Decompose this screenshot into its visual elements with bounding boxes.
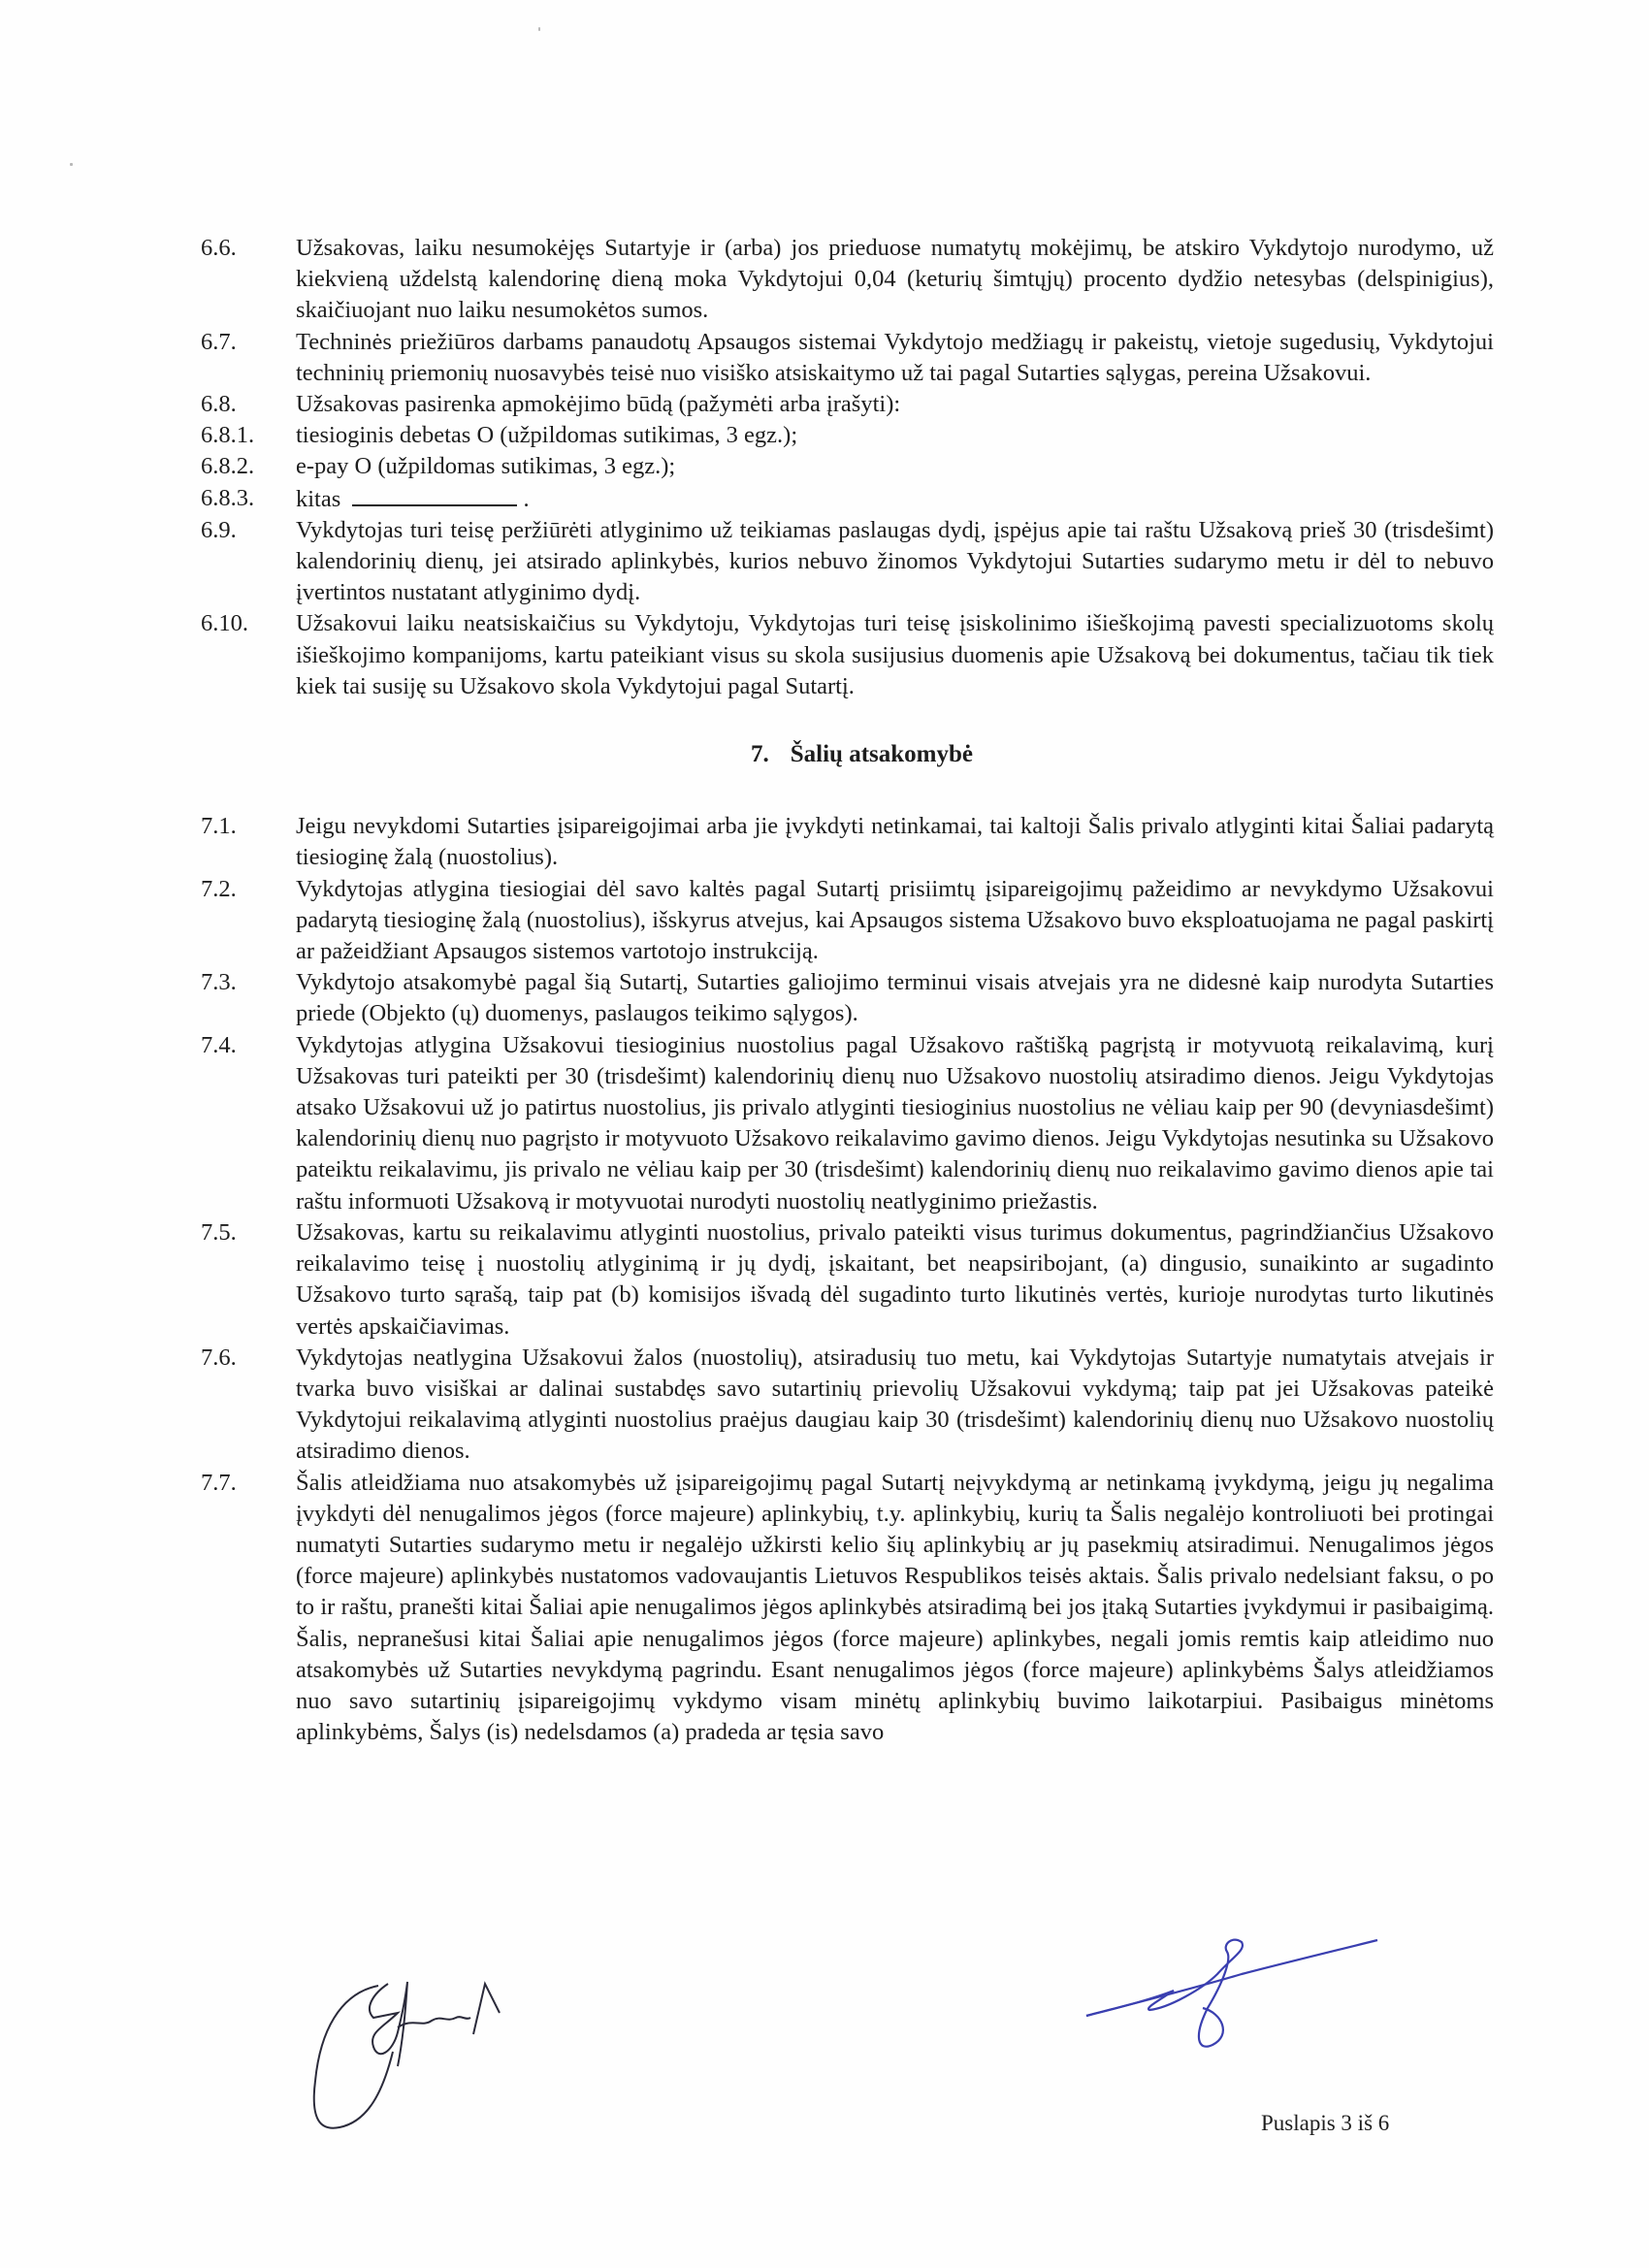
- clause-number: 7.2.: [201, 875, 237, 902]
- scan-speck: [538, 27, 540, 31]
- section-number: 7.: [751, 741, 769, 768]
- signature-right-icon: [1077, 1930, 1387, 2057]
- clause-number: 7.6.: [201, 1344, 237, 1371]
- scan-speck: [70, 163, 73, 166]
- clause-text: Vykdytojas neatlygina Užsakovui žalos (nuostolių), atsiradusių tuo metu, kai Vykdytojas Sutartyje numatytais atvejais ir tvarka buvo visiškai ar dalinai sustabdęs savo sutartinių prievolių Užsakovui vykdymą; taip pat jei Užsakovas pateikė Vykdytojui reikalavimą atlyginti nuostolius praėjus daugiau kaip 30 (trisdešimt) kalendorinių dienų nuo Užsakovo nuostolių atsiradimo dienos.: [296, 1344, 1494, 1465]
- clause-text: Šalis atleidžiama nuo atsakomybės už įsipareigojimų pagal Sutartį neįvykdymą ar netinkamą įvykdymą, jeigu jų negalima įvykdyti dėl nenugalimos jėgos (force majeure) aplinkybių, t.y. aplinkybių, kurių ta Šalis negalėjo kontroliuoti bei protingai numatyti Sutarties sudarymo metu ir negalėjo užkirsti kelio šių aplinkybių ar jų pasekmių atsiradimui. Nenugalimos jėgos (force majeure) aplinkybės nustatomos vadovaujantis Lietuvos Respublikos teisės aktais. Šalis privalo nedelsiant faksu, o po to ir raštu, pranešti kitai Šaliai apie nenugalimos jėgos aplinkybės atsiradimą bei jos įtaką Sutarties įvykdymui ir pasibaigimą. Šalis, nepranešusi kitai Šaliai apie nenugalimos jėgos (force majeure) aplinkybes, negali jomis remtis kaip atleidimo nuo atsakomybės už Sutarties nevykdymą pagrindu. Esant nenugalimos jėgos (force majeure) aplinkybėms Šalys atleidžiamos nuo savo sutartinių įsipareigojimų vykdymo visam minėtų aplinkybių buvimo laikotarpiui. Pasibaigus minėtoms aplinkybėms, Šalys (is) nedelsdamos (a) pradeda ar tęsia savo: [296, 1469, 1494, 1746]
- clause-6-8-3: [201, 483, 1494, 515]
- clause-number: 6.9.: [201, 516, 237, 543]
- clause-7-1: [201, 811, 1494, 873]
- clause-number: 6.8.2.: [201, 453, 255, 480]
- clause-text: Užsakovas, kartu su reikalavimu atlyginti nuostolius, privalo pateikti visus turimus dokumentus, pagrindžiančius Užsakovo reikalavimo teisę į nuostolių atlyginimą ir jų dydį, įskaitant, bet neapsiribojant, (a) dingusio, sunaikinto ar sugadinto Užsakovo turto sąrašą, taip pat (b) komisijos išvadą dėl sugadinto turto likutinės vertės, kurioje nurodytas turto likutinės vertės apskaičiavimas.: [296, 1218, 1494, 1340]
- clause-7-4: [201, 1030, 1494, 1217]
- clause-number: 7.3.: [201, 969, 237, 996]
- clause-text: Vykdytojo atsakomybė pagal šią Sutartį, Sutarties galiojimo terminui visais atvejais yra ne didesnė kaip nurodyta Sutarties priede (Objekto (ų) duomenys, paslaugos teikimo sąlygos).: [296, 969, 1494, 1027]
- clause-7-5: [201, 1217, 1494, 1343]
- clause-number: 7.7.: [201, 1469, 237, 1496]
- clause-number: 7.4.: [201, 1031, 237, 1058]
- clause-text: Vykdytojas atlygina Užsakovui tiesioginius nuostolius pagal Užsakovo raštišką pagrįstą ir motyvuotą reikalavimą, kurį Užsakovas turi pateikti per 30 (trisdešimt) kalendorinių dienų nuo Užsakovo nuostolių atsiradimo dienos. Jeigu Vykdytojas atsako Užsakovui už jo patirtus nuostolius, jis privalo atlyginti tiesioginius nuostolius ne vėliau kaip per 90 (devyniasdešimt) kalendorinių dienų nuo pagrįsto ir motyvuoto Užsakovo reikalavimo gavimo dienos. Jeigu Vykdytojas nesutinka su Užsakovo pateiktu reikalavimu, jis privalo ne vėliau kaip per 30 (trisdešimt) kalendorinių dienų nuo reikalavimo gavimo dienos apie tai raštu informuoti Užsakovą ir motyvuotai nurodyti nuostolių neatlyginimo priežastis.: [296, 1031, 1494, 1215]
- clause-6-8-1: [201, 420, 1494, 451]
- clause-6-8-2: [201, 451, 1494, 482]
- clause-number: 6.8.1.: [201, 422, 255, 449]
- blank-suffix: .: [523, 485, 530, 512]
- clause-text: Vykdytojas atlygina tiesiogiai dėl savo kaltės pagal Sutartį prisiimtų įsipareigojimų pažeidimo ar nevykdymo Užsakovui padarytą tiesioginę žalą (nuostolius), išskyrus atvejus, kai Apsaugos sistema Užsakovo buvo eksploatuojama ne pagal paskirtį ar pažeidžiant Apsaugos sistemos vartotojo instrukciją.: [296, 875, 1494, 965]
- clause-7-2: [201, 874, 1494, 968]
- clause-text: Vykdytojas turi teisę peržiūrėti atlyginimo už teikiamas paslaugas dydį, įspėjus apie tai raštu Užsakovą prieš 30 (trisdešimt) kalendorinių dienų, jei atsirado aplinkybės, kurios nebuvo žinomos Vykdytojui Sutarties sudarymo metu ir dėl to nebuvo įvertintos nustatant atlyginimo dydį.: [296, 516, 1494, 606]
- payment-option-epay: e-pay O (užpildomas sutikimas, 3 egz.);: [296, 453, 676, 480]
- signature-left-icon: [301, 1974, 553, 2139]
- clause-number: 7.5.: [201, 1218, 237, 1246]
- clause-number: 6.8.3.: [201, 484, 255, 511]
- clause-number: 6.7.: [201, 328, 237, 355]
- payment-option-other-label: kitas: [296, 485, 341, 512]
- clause-number: 6.8.: [201, 391, 237, 418]
- signature-right: [1077, 1930, 1387, 2057]
- clause-text: Užsakovui laiku neatsiskaičius su Vykdytoju, Vykdytojas turi teisę įsiskolinimo išieškojimą pavesti specializuotoms skolų išieškojimo kompanijoms, kartu pateikiant visus su skola susijusius duomenis apie Užsakovą bei dokumentus, tačiau tik tiek kiek tai susiję su Užsakovo skola Vykdytojui pagal Sutartį.: [296, 610, 1494, 699]
- clause-number: 6.6.: [201, 235, 237, 261]
- clause-7-7: [201, 1468, 1494, 1749]
- section-title: Šalių atsakomybė: [790, 741, 973, 768]
- page-number-footer: Puslapis 3 iš 6: [1261, 2111, 1390, 2135]
- clause-text: Užsakovas, laiku nesumokėjęs Sutartyje ir (arba) jos prieduose numatytų mokėjimų, be atskiro Vykdytojo nurodymo, už kiekvieną uždelstą kalendorinę dieną moka Vykdytojui 0,04 (keturių šimtųjų) procento dydžio netesybas (delspinigius), skaičiuojant nuo laiku nesumokėtos sumos.: [296, 235, 1494, 324]
- clause-number: 7.1.: [201, 813, 237, 840]
- clause-6-8: [201, 389, 1494, 420]
- clause-7-6: [201, 1343, 1494, 1468]
- clause-6-6: [201, 233, 1494, 327]
- payment-option-other: [296, 483, 1494, 515]
- section-heading: [201, 739, 1494, 770]
- clause-6-10: [201, 608, 1494, 702]
- signature-left: [301, 1974, 553, 2139]
- clause-text: Užsakovas pasirenka apmokėjimo būdą (pažymėti arba įrašyti):: [296, 391, 901, 418]
- clause-6-7: [201, 327, 1494, 389]
- clause-7-3: [201, 967, 1494, 1029]
- payment-option-direct-debit: tiesioginis debetas O (užpildomas sutikimas, 3 egz.);: [296, 422, 798, 449]
- fill-in-blank-line: [352, 483, 517, 506]
- clause-6-9: [201, 515, 1494, 609]
- clause-number: 6.10.: [201, 610, 248, 637]
- clause-text: Jeigu nevykdomi Sutarties įsipareigojimai arba jie įvykdyti netinkamai, tai kaltoji Šalis privalo atlyginti kitai Šaliai padarytą tiesioginę žalą (nuostolius).: [296, 813, 1494, 871]
- clause-text: Techninės priežiūros darbams panaudotų Apsaugos sistemai Vykdytojo medžiagų ir pakeistų, vietoje sugedusių, Vykdytojui techninių priemonių nuosavybės teisė nuo visiško atsiskaitymo už tai pagal Sutarties sąlygas, pereina Užsakovui.: [296, 328, 1494, 386]
- document-body: [201, 233, 1494, 1748]
